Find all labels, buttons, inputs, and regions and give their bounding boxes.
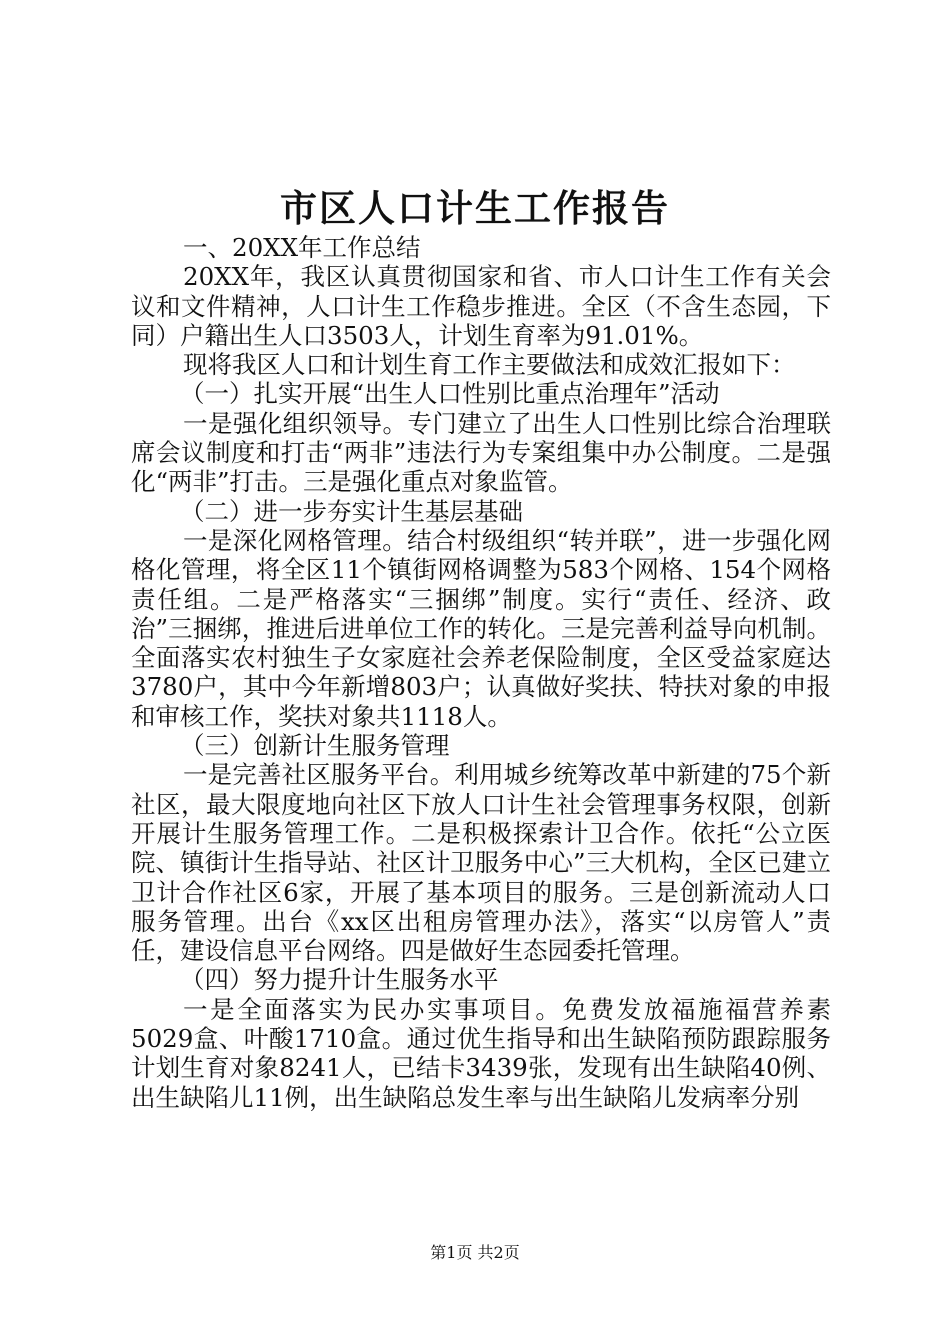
paragraph-intro: 现将我区人口和计划生育工作主要做法和成效汇报如下： xyxy=(183,350,796,380)
paragraph-1: 一是强化组织领导。专门建立了出生人口性别比综合治理联席会议制度和打击“两非”违法行为专案组集中办公制度。二是强化“两非”打击。三是强化重点对象监管。 xyxy=(131,408,831,497)
paragraph-3: 一是完善社区服务平台。利用城乡统筹改革中新建的75个新社区，最大限度地向社区下放人口计生社会管理事务权限，创新开展计生服务管理工作。二是积极探索计卫合作。依托“公立医院、镇街计生指导站、社区计卫服务中心”三大机构，全区已建立卫计合作社区6家，开展了基本项目的服务。三是创新流动人口服务管理。出台《xx区出租房管理办法》，落实“以房管人”责任，建设信息平台网络。四是做好生态园委托管理。 xyxy=(131,760,831,966)
page-indicator: 第1页 共2页 xyxy=(430,1243,520,1262)
paragraph-4: 一是全面落实为民办实事项目。免费发放福施福营养素5029盒、叶酸1710盒。通过优生指导和出生缺陷预防跟踪服务计划生育对象8241人，已结卡3439张，发现有出生缺陷40例、出生缺陷儿11例，出生缺陷总发生率与出生缺陷儿发病率分别 xyxy=(131,994,831,1112)
subheading-1: （一）扎实开展“出生人口性别比重点治理年”活动 xyxy=(180,379,720,409)
subheading-2: （二）进一步夯实计生基层基础 xyxy=(180,496,523,526)
subheading-3: （三）创新计生服务管理 xyxy=(180,731,450,761)
paragraph-2: 一是深化网格管理。结合村级组织“转并联”，进一步强化网格化管理，将全区11个镇街网格调整为583个网格、154个网格责任组。二是严格落实“三捆绑”制度。实行“责任、经济、政治”三捆绑，推进后进单位工作的转化。三是完善利益导向机制。全面落实农村独生子女家庭社会养老保险制度，全区受益家庭达3780户，其中今年新增803户；认真做好奖扶、特扶对象的申报和审核工作，奖扶对象共1118人。 xyxy=(131,525,831,731)
document-title: 市区人口计生工作报告 xyxy=(280,186,670,230)
subheading-4: （四）努力提升计生服务水平 xyxy=(180,965,499,995)
paragraph-overview: 20XX年，我区认真贯彻国家和省、市人口计生工作有关会议和文件精神，人口计生工作稳步推进。全区（不含生态园，下同）户籍出生人口3503人，计划生育率为91.01%。 xyxy=(131,262,831,350)
section-heading-summary: 一、20XX年工作总结 xyxy=(183,233,421,262)
document-body xyxy=(131,233,831,1112)
